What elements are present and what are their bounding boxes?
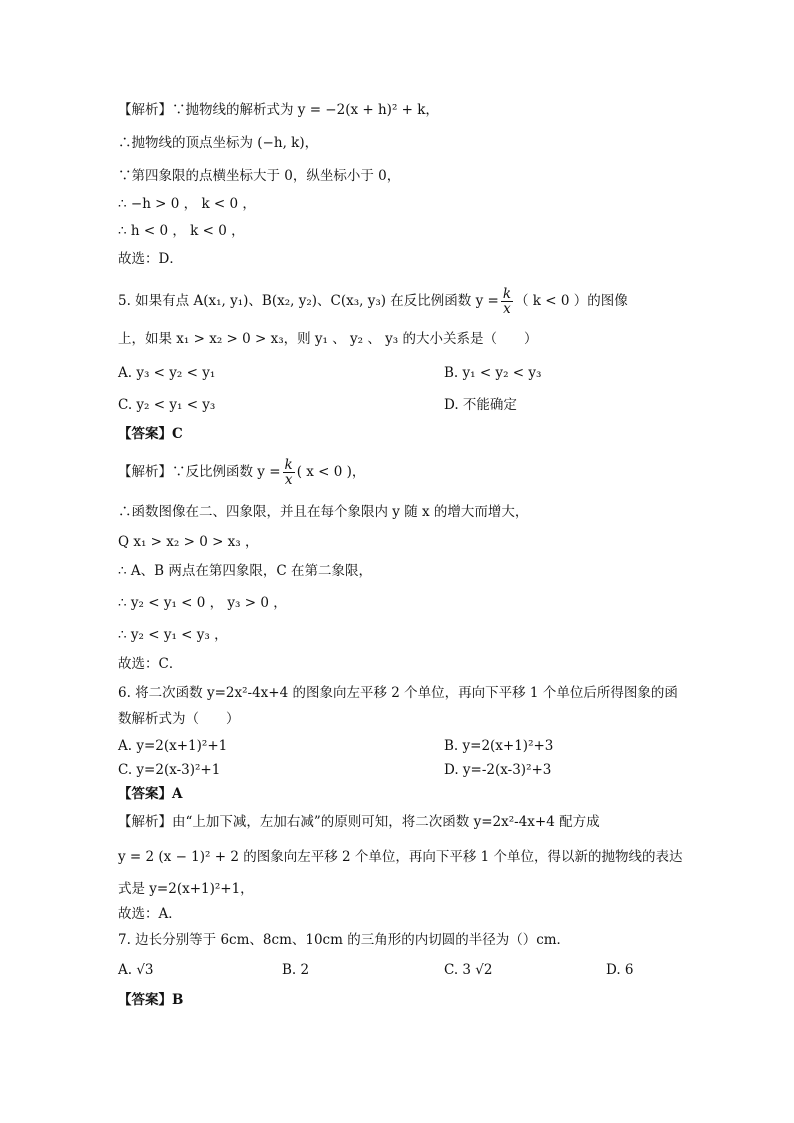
question-6-stem-cont: 数解析式为（ ） [118, 711, 240, 727]
solution-line: 【解析】由“上加下减，左加右减”的原则可知，将二次函数 y=2x²-4x+4 配方成 [118, 814, 600, 830]
solution-line: y = 2 (x − 1)² + 2 的图象向左平移 2 个单位，再向下平移 1 个单位，得以新的抛物线的表达 [118, 849, 683, 865]
solution-conclusion: 故选：A． [118, 906, 182, 922]
option-b: B. y=2(x+1)²+3 [444, 738, 554, 754]
solution-line [118, 458, 365, 487]
option-a: A. √3 [118, 962, 154, 978]
question-5-text: 5. 如果有点 A(x₁, y₁)、B(x₂, y₂)、C(x₃, y₃) 在反比例函数 y = [118, 293, 499, 309]
solution-line: ∴函数图像在二、四象限，并且在每个象限内 y 随 x 的增大而增大， [118, 504, 529, 520]
option-b: B. 2 [282, 962, 310, 978]
question-5-stem [118, 287, 628, 316]
option-a: A. y₃ < y₂ < y₁ [118, 365, 216, 381]
option-a: A. y=2(x+1)²+1 [118, 738, 228, 754]
question-7-stem: 7. 边长分别等于 6cm、8cm、10cm 的三角形的内切圆的半径为（）cm． [118, 932, 571, 948]
solution-line: ∴ y₂ < y₁ < 0 ， y₃ > 0 ， [118, 595, 287, 611]
solution-line: 式是 y=2(x+1)²+1， [118, 881, 254, 897]
solution-line: ∴ h < 0 ， k < 0 ， [118, 223, 245, 239]
solution-line: ∴ y₂ < y₁ < y₃ ， [118, 627, 228, 643]
question-5-stem-cont: 上，如果 x₁ > x₂ > 0 > x₃，则 y₁ 、 y₂ 、 y₃ 的大小关系是（ ） [118, 331, 538, 347]
solution-line: ∴ −h > 0 ， k < 0 ， [118, 196, 256, 212]
fraction [283, 458, 295, 487]
option-c: C. y₂ < y₁ < y₃ [118, 397, 216, 413]
solution-conclusion: 故选：C． [118, 656, 183, 672]
solution-text-end: ( x < 0 )， [296, 464, 366, 480]
solution-conclusion: 故选：D． [118, 251, 183, 267]
solution-line: ∵第四象限的点横坐标大于 0，纵坐标小于 0， [118, 168, 401, 184]
fraction [501, 287, 513, 316]
answer-label: 【答案】A [118, 786, 183, 802]
fraction-denominator: x [503, 301, 511, 317]
option-d: D. y=-2(x-3)²+3 [444, 762, 552, 778]
solution-text: 【解析】∵反比例函数 y = [118, 464, 281, 480]
solution-line: Q x₁ > x₂ > 0 > x₃ ， [118, 534, 259, 550]
option-c: C. y=2(x-3)²+1 [118, 762, 221, 778]
solution-line: 【解析】∵抛物线的解析式为 y = −2(x + h)² + k， [118, 102, 439, 118]
option-d: D. 不能确定 [444, 397, 517, 413]
solution-line: ∴抛物线的顶点坐标为 (−h, k)， [118, 135, 319, 151]
question-6-stem: 6. 将二次函数 y=2x²-4x+4 的图象向左平移 2 个单位，再向下平移 1 个单位后所得图象的函 [118, 685, 678, 701]
question-5-text-end: （ k < 0 ）的图像 [515, 293, 628, 309]
option-c: C. 3 √2 [444, 962, 493, 978]
option-b: B. y₁ < y₂ < y₃ [444, 365, 542, 381]
fraction-numerator: k [284, 457, 293, 473]
fraction-denominator: x [284, 472, 293, 488]
solution-line: ∴ A、B 两点在第四象限，C 在第二象限， [118, 563, 372, 579]
answer-label: 【答案】B [118, 992, 184, 1008]
answer-label: 【答案】C [118, 426, 183, 442]
fraction-numerator: k [502, 286, 512, 302]
option-d: D. 6 [606, 962, 634, 978]
